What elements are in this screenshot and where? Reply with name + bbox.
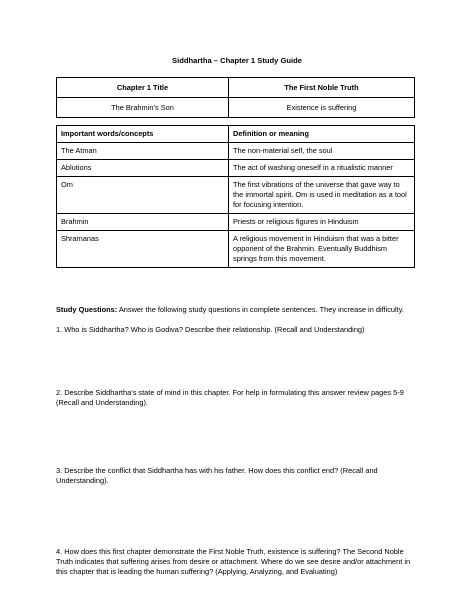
vocab-table-header-row xyxy=(57,126,415,143)
chapter-table-row xyxy=(57,98,415,118)
study-questions-instructions: Answer the following study questions in complete sentences. They increase in difficulty. xyxy=(117,305,404,314)
question-3-text: 3. Describe the conflict that Siddhartha has with his father. How does this conflict end? (Recall and Understanding). xyxy=(56,466,378,485)
vocab-definition: The first vibrations of the universe that gave way to the immortal spirit. Om is used in meditation as a tool for focusing intention. xyxy=(229,177,415,214)
study-questions-label: Study Questions: xyxy=(56,305,118,314)
vocab-table xyxy=(56,125,415,268)
table-row xyxy=(57,143,415,160)
chapter-table-header-row xyxy=(57,78,415,98)
question-2-text: 2. Describe Siddhartha’s state of mind in this chapter. For help in formulating this answer review pages 5-9 (Recall and Understanding). xyxy=(56,388,404,407)
chapter-title-value: The Brahmin’s Son xyxy=(57,98,229,118)
noble-truth-value: Existence is suffering xyxy=(229,98,415,118)
vocab-term: Shramanas xyxy=(57,231,229,268)
question-4-text: 4. How does this first chapter demonstrate the First Noble Truth, existence is suffering? The Second Noble Truth indicates that suffering arises from desire or attachment. Where do we see desire and/or attachment in this chapter that is leading the human suffering? (Applying, Analyzing, and Evaluating) xyxy=(56,547,411,576)
vocab-definition: Priests or religious figures in Hinduism xyxy=(229,214,415,231)
question-1 xyxy=(56,325,418,335)
terms-header: Important words/concepts xyxy=(57,126,229,143)
vocab-term: Brahmin xyxy=(57,214,229,231)
question-1-text: 1. Who is Siddhartha? Who is Godiva? Describe their relationship. (Recall and Understanding) xyxy=(56,325,365,334)
noble-truth-header: The First Noble Truth xyxy=(229,78,415,98)
vocab-definition: The act of washing oneself in a ritualistic manner xyxy=(229,160,415,177)
table-row xyxy=(57,231,415,268)
chapter-title-header: Chapter 1 Title xyxy=(57,78,229,98)
vocab-term: Ablutions xyxy=(57,160,229,177)
vocab-term: The Atman xyxy=(57,143,229,160)
vocab-definition: The non-material self, the soul xyxy=(229,143,415,160)
question-3 xyxy=(56,466,418,486)
table-row xyxy=(57,160,415,177)
vocab-definition: A religious movement in Hinduism that was a bitter opponent of the Brahmin. Eventually Buddhism springs from this movement. xyxy=(229,231,415,268)
question-2 xyxy=(56,388,418,408)
chapter-table xyxy=(56,77,415,118)
table-row xyxy=(57,214,415,231)
question-4 xyxy=(56,547,418,577)
vocab-term: Om xyxy=(57,177,229,214)
document-title: Siddhartha – Chapter 1 Study Guide xyxy=(172,56,302,65)
definitions-header: Definition or meaning xyxy=(229,126,415,143)
study-questions-intro xyxy=(56,305,418,315)
table-row xyxy=(57,177,415,214)
